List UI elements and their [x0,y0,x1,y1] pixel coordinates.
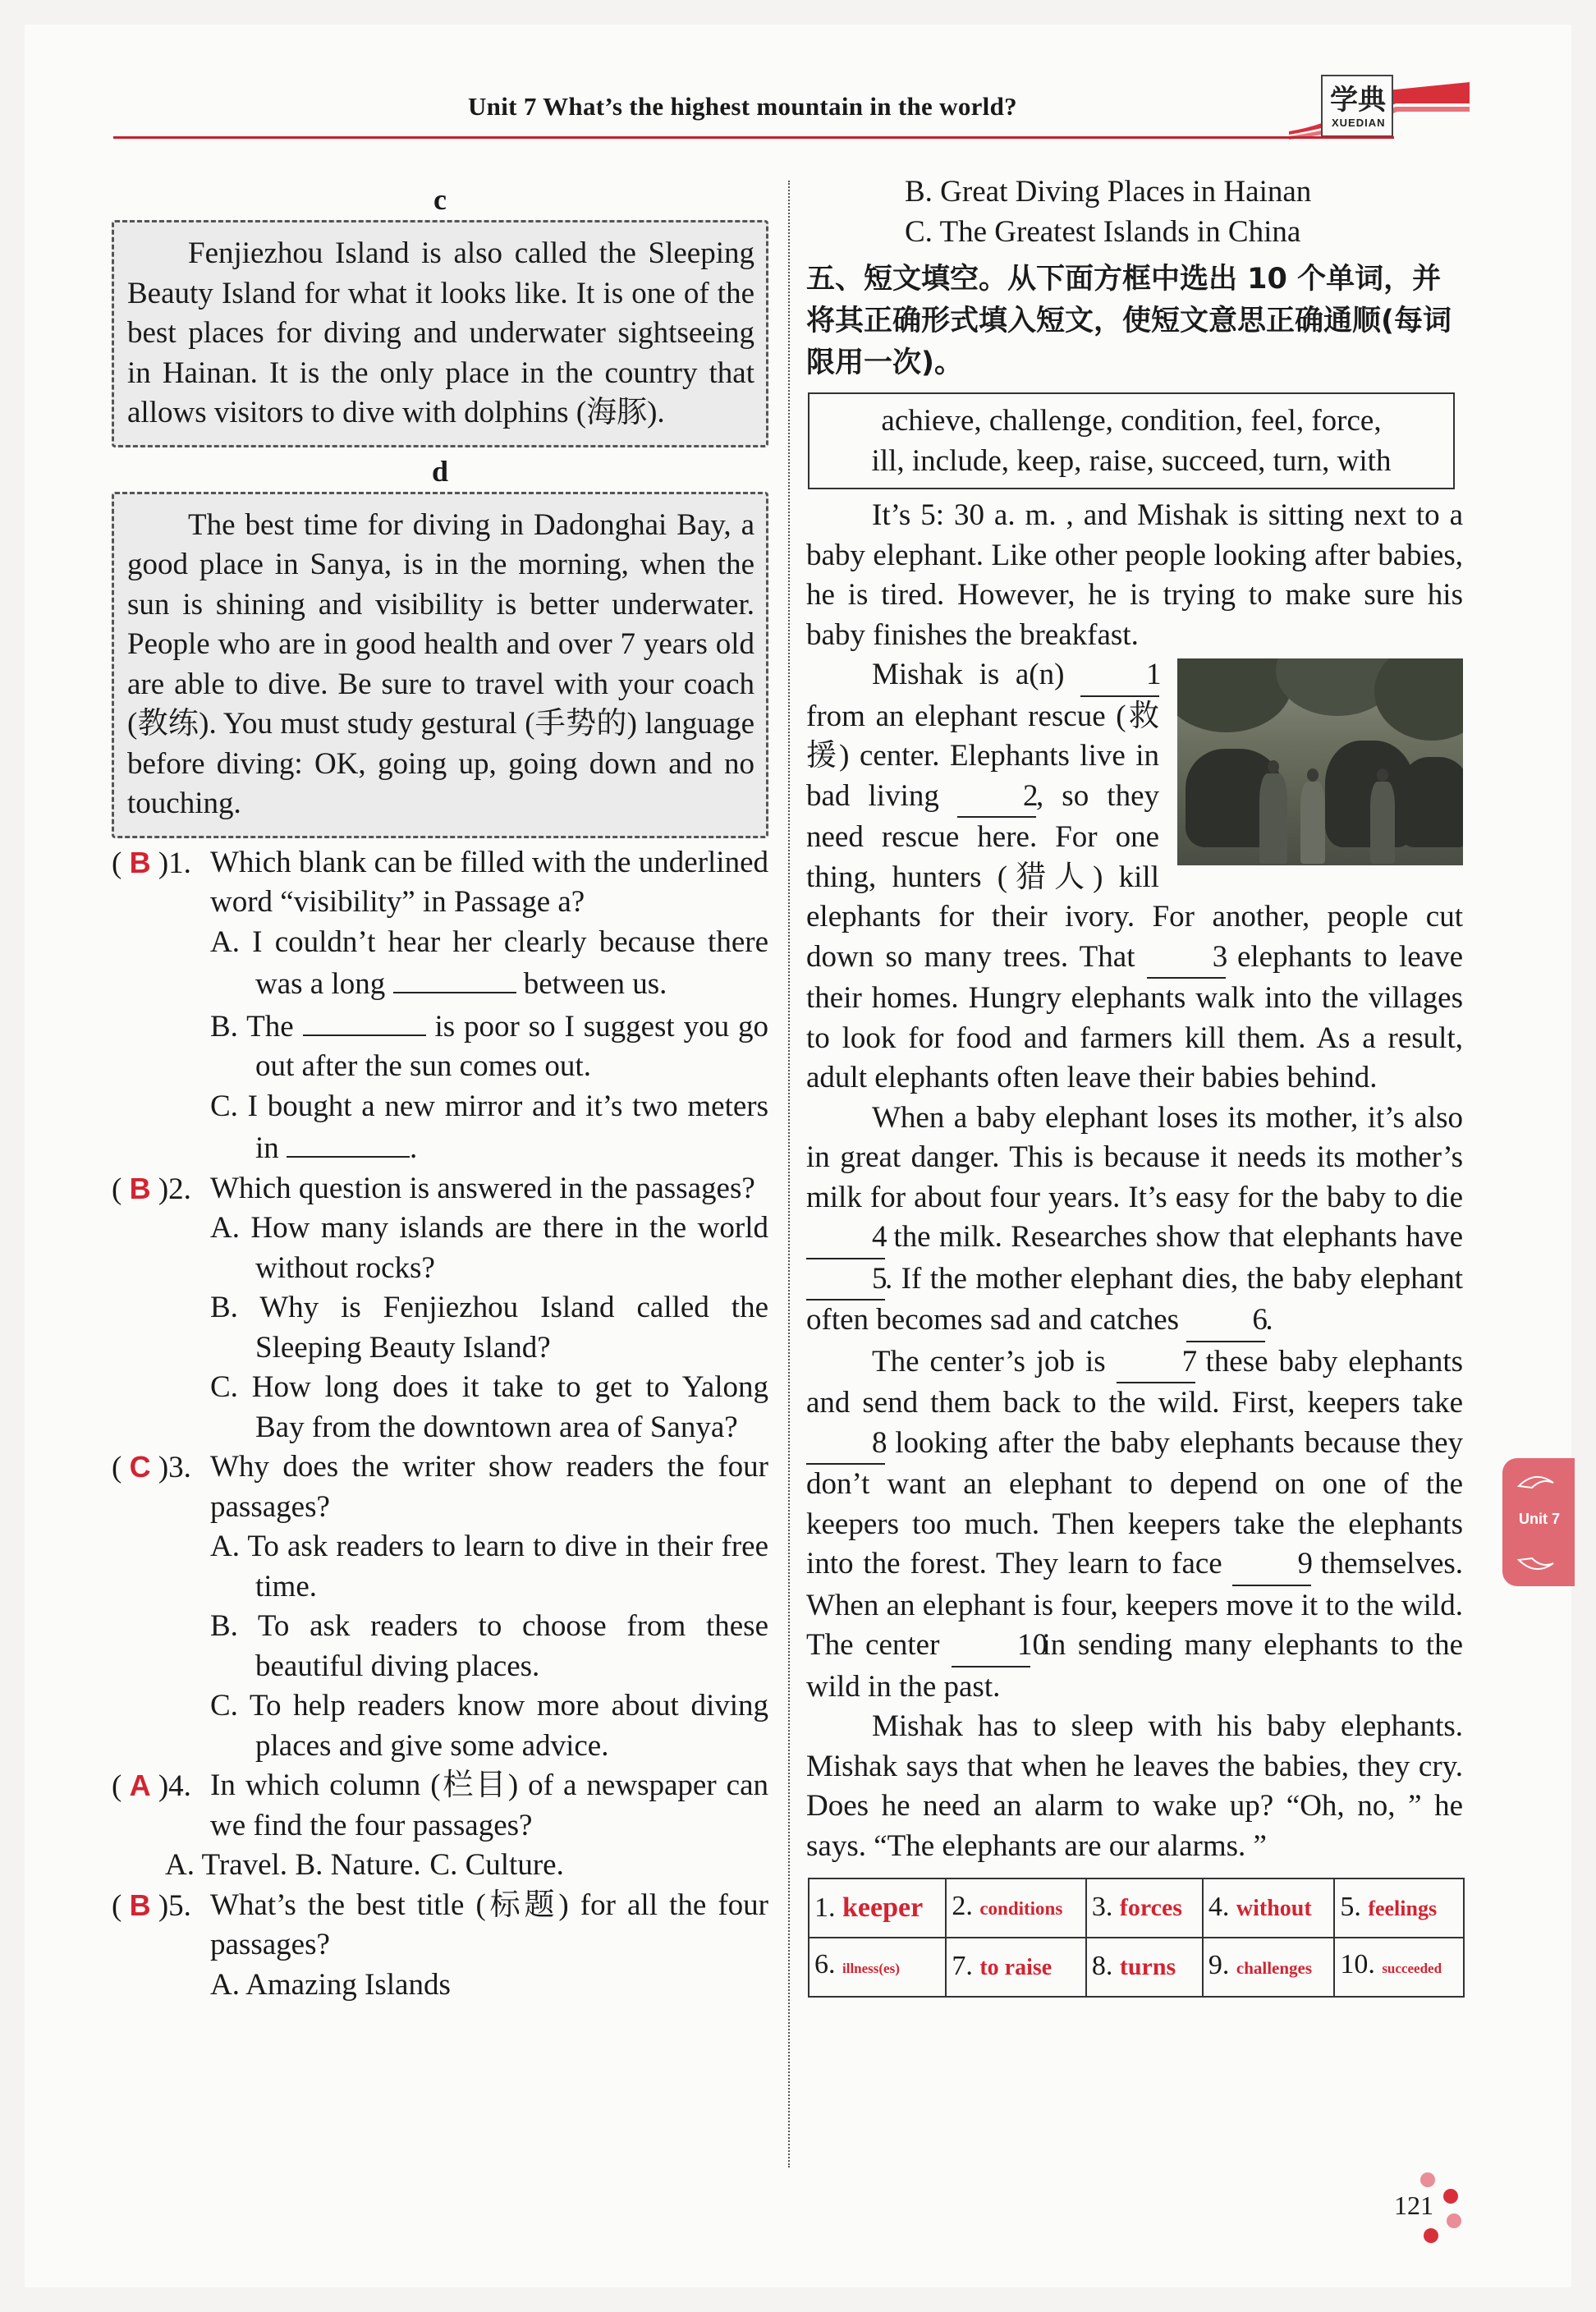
decor-dot [1447,2213,1461,2228]
decor-dot [1420,2172,1435,2187]
question-3-number: 3. [168,1451,191,1484]
answer-cell [1203,1938,1334,1997]
unit-side-tab [1502,1458,1575,1586]
answer-value: keeper [842,1892,924,1923]
decor-dot [1443,2189,1458,2204]
answer-cell [1086,1938,1203,1997]
question-4-stem: In which column (栏目) of a newspaper can we find the four passages? [210,1768,768,1842]
text: in sending many elephants to the wild in the past. [806,1628,1464,1704]
answer-cell [1203,1878,1334,1938]
question-1 [112,843,768,923]
fill-blank [303,1005,426,1036]
answer-number: 8. [1091,1951,1113,1982]
question-5-option-c: C. The Greatest Islands in China [905,214,1301,249]
answer-number: 4. [1208,1891,1230,1922]
text: The center’s job is [872,1344,1106,1378]
question-1-option-c [112,1087,768,1169]
question-5-option-b: B. Great Diving Places in Hainan [905,175,1312,209]
answer-bracket: ( A )4. [112,1768,191,1803]
elephant-photo [1177,658,1463,865]
word-bank [808,392,1455,489]
passage-d-text: The best time for diving in Dadonghai Bay, a good place in Sanya, is in the morning, when the sun is shining and visibility is better underwater. People who are in good health and over 7 years old are able to dive. Be sure to travel with your coach (教练). You must study gestural (手势的) language before diving: OK, going up, going down and no touching. [127,507,754,820]
question-4 [112,1766,768,1846]
question-5-answer: B [129,1888,151,1922]
answer-number: 3. [1091,1892,1113,1923]
question-1-answer: B [129,845,151,879]
answer-cell [1334,1938,1464,1997]
answer-number: 2. [952,1891,973,1922]
answer-value: to raise [979,1954,1053,1980]
question-4-number: 4. [168,1769,191,1803]
answer-value: illness(es) [842,1961,900,1977]
page-number: 121 [1394,2190,1433,2220]
question-5-option-a: A. Amazing Islands [210,1967,451,2002]
blank-7: 7 [1117,1342,1195,1384]
question-2-stem: Which question is answered in the passages? [210,1171,755,1205]
answer-value: without [1236,1895,1312,1921]
question-4-option-c: C. Culture. [429,1848,564,1882]
blank-8: 8 [806,1424,885,1466]
blank-4: 4 [806,1218,885,1259]
blank-9: 9 [1232,1544,1311,1586]
answer-value: conditions [979,1898,1063,1920]
question-2 [112,1169,768,1209]
question-3-option-c: C. To help readers know more about diving places and give some advice. [210,1689,768,1763]
fill-blank [393,962,516,993]
paragraph-5: Mishak has to sleep with his baby elephants. Mishak says that when he leaves the babies, they cry. Does he need an alarm to wake up? “Oh, no, ” he says. “The elephants are our alarms. ” [806,1709,1463,1863]
logo-subtext: XUEDIAN [1332,117,1386,129]
word-bank-line-1: achieve, challenge, condition, feel, force, [881,404,1382,438]
passage-d-letter: d [431,454,449,488]
text: looking after the baby elephants because they don’t want an elephant to depend on one of the keepers too much. Then keepers take the elephants into the forest. They learn to face [806,1425,1463,1580]
answer-table-row [809,1878,1464,1938]
logo-text: 学典 [1330,84,1386,117]
question-1-number: 1. [168,846,191,880]
answer-bracket: ( C )3. [112,1450,191,1484]
question-3-answer: C [129,1450,151,1484]
blank-3: 3 [1147,938,1226,979]
question-1-option-b [112,1005,768,1087]
fill-blank [287,1126,410,1158]
answer-value: succeeded [1382,1961,1442,1977]
answer-cell [1086,1878,1203,1938]
answer-value: feelings [1368,1896,1438,1920]
answer-cell [809,1938,946,1997]
question-5-stem: What’s the best title (标题) for all the four passages? [210,1888,768,1961]
question-5 [112,1886,768,1966]
question-4-option-a: A. Travel. [165,1848,288,1882]
answer-number: 10. [1340,1949,1375,1980]
text: elephants to leave their homes. Hungry elephants walk into the villages to look for food and farmers kill them. As a result, adult elephants often leave their babies behind. [806,939,1463,1094]
passage-d-box [112,492,768,838]
header-rule [113,136,1394,139]
question-2-option-a: A. How many islands are there in the world without rocks? [210,1211,768,1285]
passage-c-letter: c [433,183,447,216]
option-text: A. I couldn’t hear her clearly because there was a long [210,924,768,1001]
word-bank-line-2: ill, include, keep, raise, succeed, turn, with [871,444,1392,478]
option-text: C. I bought a new mirror and it’s two meters in [210,1089,768,1165]
side-tab-label: Unit 7 [1519,1511,1561,1527]
text: Mishak is a(n) [872,658,1065,691]
answer-bracket: ( B )1. [112,845,191,880]
text: When a baby elephant loses its mother, it’s also in great danger. This is because it needs its mother’s milk for about four years. It’s easy for the baby to die [806,1100,1463,1214]
question-3 [112,1447,768,1527]
question-3-stem: Why does the writer show readers the four passages? [210,1450,768,1524]
answer-cell [1334,1878,1464,1938]
answer-bracket: ( B )2. [112,1171,191,1206]
answer-cell [946,1938,1086,1997]
answer-number: 6. [814,1949,836,1980]
option-text: B. The [210,1009,294,1044]
blank-1: 1 [1080,655,1159,697]
option-text: between us. [523,967,667,1001]
question-2-answer: B [129,1171,151,1205]
text: from an elephant rescue (救援) center. Elephants live in bad living [806,699,1159,813]
text: , so they need rescue here. For one thing, hunters (猎人) kill elephants for their ivory. For another, people cut down so many trees. That [806,778,1463,974]
question-4-options [112,1846,768,1886]
text: the milk. Researches show that elephants have [893,1220,1464,1254]
blank-6: 6 [1186,1300,1265,1342]
decor-dot [1424,2228,1438,2243]
option-text: is poor so I suggest you go out after the sun comes out. [255,1009,768,1083]
text: . [1265,1303,1273,1337]
text: themselves. When an elephant is four, keepers move it to the wild. The center [806,1547,1464,1662]
question-1-option-a [112,923,768,1005]
page-header-title: Unit 7 What’s the highest mountain in the world? [468,92,1017,121]
paragraph-4 [806,1342,1463,1708]
question-2-option-c: C. How long does it take to get to Yalong Bay from the downtown area of Sanya? [210,1370,768,1444]
left-column [112,179,768,2005]
answer-number: 5. [1340,1891,1361,1922]
option-text: . [410,1131,418,1165]
passage-c-text: Fenjiezhou Island is also called the Sleeping Beauty Island for what it looks like. It is one of the best places for diving and underwater sightseeing in Hainan. It is the only place in the country that allows visitors to dive with dolphins (海豚). [127,236,754,429]
question-4-option-b: B. Nature. [295,1848,421,1882]
answer-cell [809,1878,946,1938]
column-divider [788,181,790,2168]
text: these baby elephants and send them back to the wild. First, keepers take [806,1344,1464,1420]
question-1-stem: Which blank can be filled with the underlined word “visibility” in Passage a? [210,845,768,919]
answer-value: turns [1119,1953,1176,1981]
paragraph-3 [806,1099,1463,1342]
text: . If the mother elephant dies, the baby elephant often becomes sad and catches [806,1261,1463,1337]
question-3-option-a: A. To ask readers to learn to dive in their free time. [210,1530,768,1603]
answer-number: 9. [1208,1950,1230,1981]
blank-10: 10 [952,1626,1030,1667]
right-column [806,172,1463,1998]
section-5-heading: 五、短文填空。从下面方框中选出 10 个单词，并将其正确形式填入短文，使短文意思正确通顺(每词限用一次)。 [806,263,1452,379]
answer-number: 1. [814,1892,836,1923]
blank-2: 2 [957,777,1036,819]
answer-cell [946,1878,1086,1938]
passage-c-box [112,220,768,447]
answer-number: 7. [952,1950,973,1981]
question-5-number: 5. [168,1888,191,1923]
answer-value: forces [1119,1894,1182,1922]
blank-5: 5 [806,1259,885,1301]
question-4-answer: A [129,1768,151,1802]
question-2-number: 2. [168,1172,191,1206]
answer-table [808,1878,1465,1998]
question-3-option-b: B. To ask readers to choose from these beautiful diving places. [210,1609,768,1683]
answer-table-row [809,1938,1464,1997]
answer-value: challenges [1236,1958,1313,1979]
question-2-option-b: B. Why is Fenjiezhou Island called the Sleeping Beauty Island? [210,1291,768,1365]
paragraph-1: It’s 5: 30 a. m. , and Mishak is sitting next to a baby elephant. Like other people looking after babies, he is tired. However, he is trying to make sure his baby finishes the breakfast. [806,498,1463,652]
answer-bracket: ( B )5. [112,1888,191,1923]
